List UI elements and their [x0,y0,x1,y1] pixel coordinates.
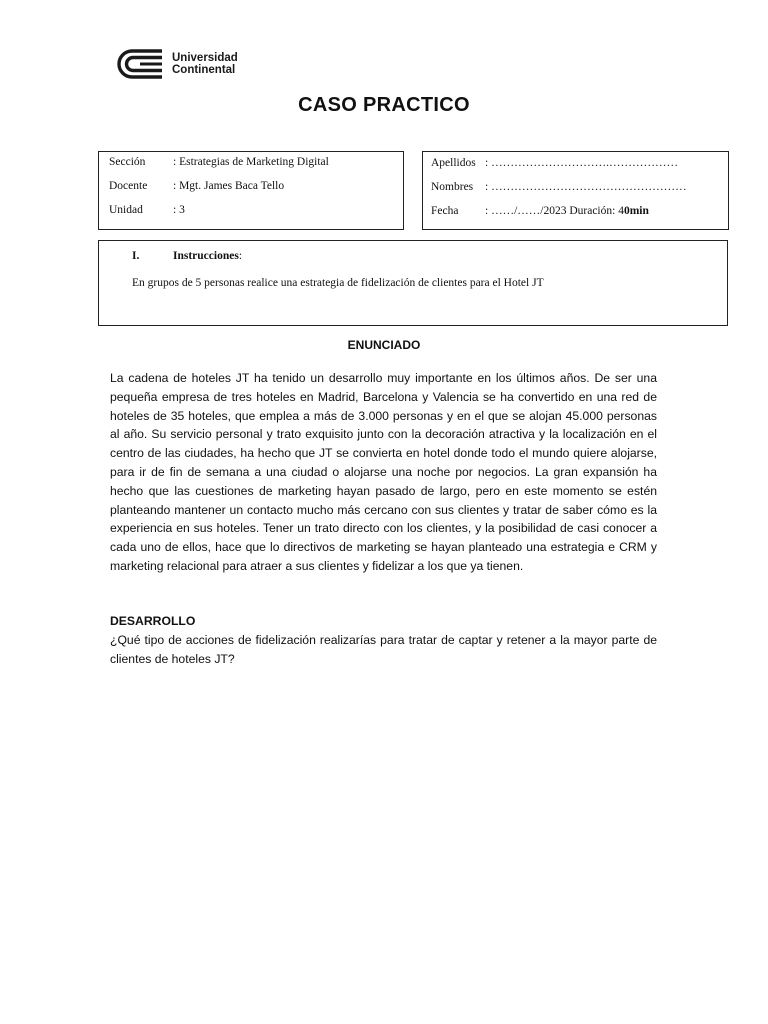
logo-wordmark [172,52,238,76]
enunciado-paragraph: La cadena de hoteles JT ha tenido un desarrollo muy importante en los últimos años. De ser una pequeña empresa de tres hoteles en Madrid, Barcelona y Valencia se ha convertido en una red de hoteles de 35 hoteles, que emplea a más de 3.000 personas y en el que se alojan 45.000 personas al año. Su servicio personal y trato exquisito junto con la decoración atractiva y la localización en el centro de las ciudades, ha hecho que JT se convierta en hotel donde todo el mundo quiere alojarse, para ir de fin de semana a una ciudad o alojarse una noche por negocios. La gran expansión ha hecho que las cuestiones de marketing hayan pasado de largo, pero en este momento se estén planteando mantener un contacto mucho más cercano con sus clientes y tratar de saber cómo es la experiencia en sus hoteles. Tener un trato directo con los clientes, y la posibilidad de casi conocer a cada uno de ellos, hace que lo directivos de marketing se hayan planteado una estrategia e CRM y marketing relacional para atraer a sus clientes y fidelizar a los que ya tienen. [110,371,657,573]
fecha-field[interactable] [485,205,649,217]
nombres-field[interactable]: : …………………………………………… [485,181,687,193]
instructions-text: En grupos de 5 personas realice una estrategia de fidelización de clientes para el Hotel JT [132,277,544,289]
docente-value: : Mgt. James Baca Tello [173,180,285,192]
seccion-label: Sección [109,156,146,168]
instructions-box [98,240,728,326]
unidad-label: Unidad [109,204,143,216]
apellidos-field[interactable]: : ………………………….……………… [485,157,678,169]
docente-label: Docente [109,180,148,192]
instructions-number: I. [132,250,140,262]
course-info-box [98,151,404,230]
apellidos-label: Apellidos [431,157,476,169]
instructions-heading-wrap [173,250,242,262]
university-logo-mark [116,48,164,80]
document-title: CASO PRACTICO [298,94,470,116]
desarrollo-question: ¿Qué tipo de acciones de fidelización realizarías para tratar de captar y retener a la mayor parte de clientes de hoteles JT? [110,633,657,666]
duration-minutes: 0min [623,205,649,217]
nombres-label: Nombres [431,181,474,193]
seccion-value: : Estrategias de Marketing Digital [173,156,329,168]
desarrollo-heading: DESARROLLO [110,614,196,628]
enunciado-heading: ENUNCIADO [347,338,421,352]
logo-line-2: Continental [172,64,236,76]
unidad-value: : 3 [173,204,185,216]
university-logo [116,48,238,80]
student-info-box [422,151,729,230]
fecha-value: : ……/……/2023 Duración: 4 [485,205,624,217]
instructions-colon: : [238,250,243,262]
instructions-heading: Instrucciones [173,250,239,262]
fecha-label: Fecha [431,205,459,217]
logo-line-1: Universidad [172,52,238,64]
